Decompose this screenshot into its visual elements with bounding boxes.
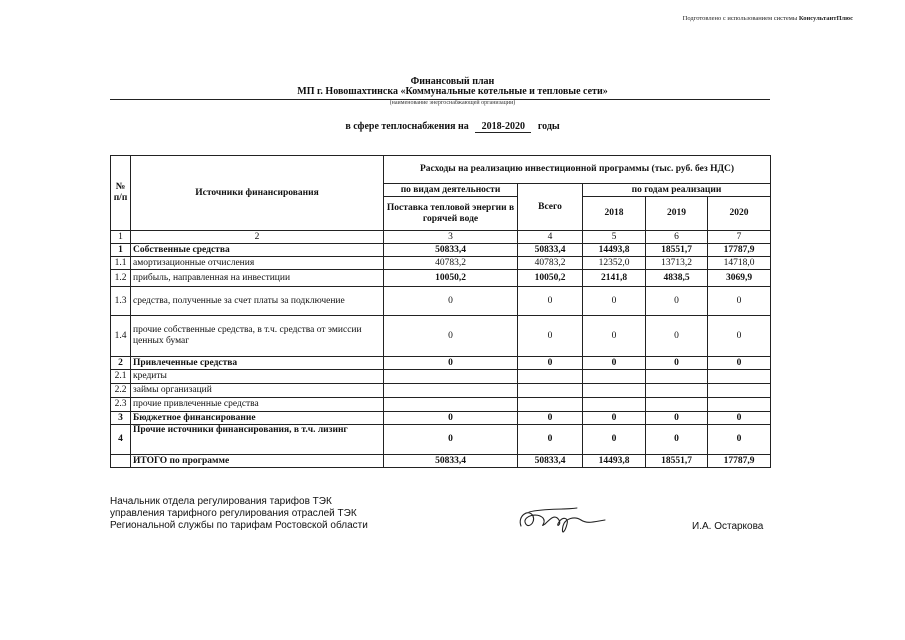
- table-row: [111, 370, 771, 384]
- index-cell: 1: [111, 231, 131, 244]
- row-y2019: 0: [646, 357, 708, 370]
- row-name: прибыль, направленная на инвестиции: [131, 270, 384, 287]
- row-total: 0: [518, 287, 583, 316]
- row-name: Прочие источники финансирования, в т.ч. лизинг: [131, 425, 384, 455]
- row-y2019: [646, 384, 708, 398]
- index-cell: 4: [518, 231, 583, 244]
- row-name: средства, полученные за счет платы за подключение: [131, 287, 384, 316]
- sphere-suffix: годы: [537, 121, 560, 132]
- row-y2020: 17787,9: [708, 244, 771, 257]
- row-activity: 50833,4: [384, 244, 518, 257]
- header-by-activity: по видам деятельности: [384, 184, 518, 197]
- header-activity: Поставка тепловой энергии в горячей воде: [384, 197, 518, 231]
- row-y2019: 0: [646, 425, 708, 455]
- index-cell: 6: [646, 231, 708, 244]
- table-row: [111, 412, 771, 425]
- row-total: 40783,2: [518, 257, 583, 270]
- table-row: [111, 384, 771, 398]
- row-total: 10050,2: [518, 270, 583, 287]
- row-name: прочие привлеченные средства: [131, 398, 384, 412]
- signatory-name: И.А. Остаркова: [692, 521, 764, 532]
- row-y2019: [646, 370, 708, 384]
- row-name: Привлеченные средства: [131, 357, 384, 370]
- row-y2020: 17787,9: [708, 455, 771, 468]
- row-y2019: 0: [646, 287, 708, 316]
- table-row: [111, 357, 771, 370]
- row-y2020: 0: [708, 357, 771, 370]
- row-y2020: 14718,0: [708, 257, 771, 270]
- row-name: прочие собственные средства, в т.ч. средства от эмиссии ценных бумаг: [131, 316, 384, 357]
- row-y2019: 4838,5: [646, 270, 708, 287]
- row-y2019: 13713,2: [646, 257, 708, 270]
- row-y2020: [708, 398, 771, 412]
- index-cell: 3: [384, 231, 518, 244]
- row-y2020: 0: [708, 412, 771, 425]
- header-source: Источники финансирования: [131, 156, 384, 231]
- row-total: [518, 384, 583, 398]
- row-y2018: 0: [583, 287, 646, 316]
- row-y2020: 0: [708, 425, 771, 455]
- row-name: Бюджетное финансирование: [131, 412, 384, 425]
- row-y2020: 3069,9: [708, 270, 771, 287]
- row-total: 0: [518, 316, 583, 357]
- row-y2018: 14493,8: [583, 244, 646, 257]
- header-expenses: Расходы на реализацию инвестиционной программы (тыс. руб. без НДС): [384, 156, 771, 184]
- row-y2020: [708, 370, 771, 384]
- row-activity: 40783,2: [384, 257, 518, 270]
- row-y2019: 0: [646, 316, 708, 357]
- header-total: Всего: [518, 184, 583, 231]
- table-row-total: [111, 455, 771, 468]
- index-cell: 2: [131, 231, 384, 244]
- row-num: 2.2: [111, 384, 131, 398]
- row-y2019: 18551,7: [646, 244, 708, 257]
- row-num: 1.1: [111, 257, 131, 270]
- row-num: 1: [111, 244, 131, 257]
- row-num: 1.4: [111, 316, 131, 357]
- row-y2018: 2141,8: [583, 270, 646, 287]
- header-year-2019: 2019: [646, 197, 708, 231]
- row-activity: [384, 384, 518, 398]
- row-y2018: 0: [583, 425, 646, 455]
- row-num: 1.2: [111, 270, 131, 287]
- row-num: 2.3: [111, 398, 131, 412]
- handwritten-signature: [515, 502, 610, 540]
- row-activity: 50833,4: [384, 455, 518, 468]
- header-year-2020: 2020: [708, 197, 771, 231]
- row-y2018: 12352,0: [583, 257, 646, 270]
- sphere-line: [0, 121, 905, 133]
- row-name: ИТОГО по программе: [131, 455, 384, 468]
- header-year-2018: 2018: [583, 197, 646, 231]
- organization-note: (наименование энергоснабжающей организации): [389, 100, 516, 106]
- consultant-brand: КонсультантПлюс: [798, 15, 853, 22]
- signatory-line-1: Начальник отдела регулирования тарифов ТЭК: [110, 496, 332, 507]
- row-y2019: 18551,7: [646, 455, 708, 468]
- row-total: [518, 370, 583, 384]
- row-activity: 0: [384, 287, 518, 316]
- table-row: [111, 257, 771, 270]
- row-y2018: [583, 384, 646, 398]
- row-activity: 10050,2: [384, 270, 518, 287]
- row-total: 50833,4: [518, 244, 583, 257]
- row-total: 0: [518, 412, 583, 425]
- row-y2020: 0: [708, 316, 771, 357]
- table-row: [111, 270, 771, 287]
- row-num: [111, 455, 131, 468]
- signatory-line-3: Региональной службы по тарифам Ростовской области: [110, 520, 368, 531]
- header-num: № п/п: [111, 156, 131, 231]
- header-by-years: по годам реализации: [583, 184, 771, 197]
- row-total: 0: [518, 425, 583, 455]
- consultant-note: [683, 15, 853, 22]
- row-y2019: [646, 398, 708, 412]
- row-y2020: 0: [708, 287, 771, 316]
- row-activity: 0: [384, 412, 518, 425]
- row-num: 4: [111, 425, 131, 455]
- table-row: [111, 287, 771, 316]
- row-total: 50833,4: [518, 455, 583, 468]
- row-activity: [384, 370, 518, 384]
- row-num: 2.1: [111, 370, 131, 384]
- row-y2019: 0: [646, 412, 708, 425]
- table-row: [111, 316, 771, 357]
- table-row: [111, 244, 771, 257]
- row-y2018: 0: [583, 316, 646, 357]
- row-name: кредиты: [131, 370, 384, 384]
- row-num: 2: [111, 357, 131, 370]
- sphere-years: 2018-2020: [475, 121, 531, 133]
- row-total: 0: [518, 357, 583, 370]
- sphere-prefix: в сфере теплоснабжения на: [345, 121, 469, 132]
- signatory-line-2: управления тарифного регулирования отраслей ТЭК: [110, 508, 357, 519]
- table-row: [111, 425, 771, 455]
- index-cell: 7: [708, 231, 771, 244]
- row-y2018: 0: [583, 357, 646, 370]
- row-y2018: 14493,8: [583, 455, 646, 468]
- row-name: Собственные средства: [131, 244, 384, 257]
- index-cell: 5: [583, 231, 646, 244]
- row-num: 3: [111, 412, 131, 425]
- page-title: Финансовый план: [410, 76, 495, 87]
- row-y2018: [583, 370, 646, 384]
- row-activity: 0: [384, 357, 518, 370]
- row-total: [518, 398, 583, 412]
- index-row: [111, 231, 771, 244]
- row-name: амортизационные отчисления: [131, 257, 384, 270]
- organization-name: МП г. Новошахтинска «Коммунальные котельные и тепловые сети»: [297, 86, 608, 97]
- row-name: займы организаций: [131, 384, 384, 398]
- row-y2020: [708, 384, 771, 398]
- signatory-position: [110, 496, 368, 532]
- row-activity: 0: [384, 316, 518, 357]
- row-y2018: 0: [583, 412, 646, 425]
- financial-plan-table: [110, 155, 771, 468]
- table-row: [111, 398, 771, 412]
- row-y2018: [583, 398, 646, 412]
- row-activity: [384, 398, 518, 412]
- row-num: 1.3: [111, 287, 131, 316]
- consultant-prefix: Подготовлено с использованием системы: [682, 15, 798, 22]
- row-activity: 0: [384, 425, 518, 455]
